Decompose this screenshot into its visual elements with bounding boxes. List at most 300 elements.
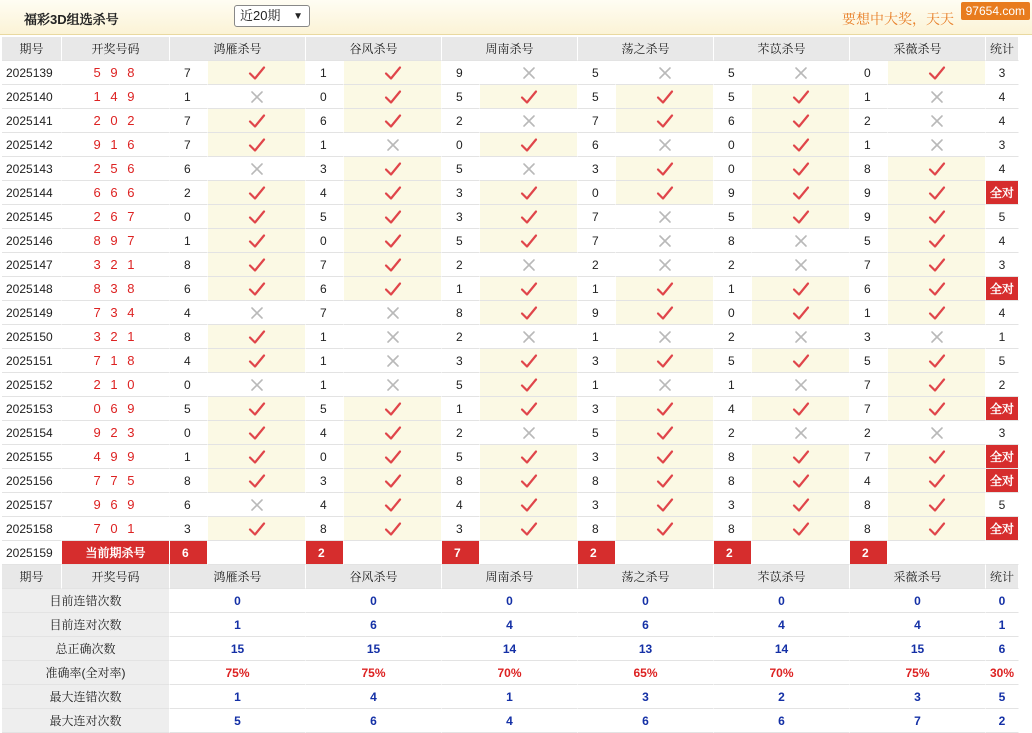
slogan-text: 要想中大奖，天天 — [842, 11, 954, 27]
current-kill-label: 当前期杀号 — [62, 541, 170, 565]
check-icon — [616, 445, 714, 469]
check-icon — [616, 181, 714, 205]
cross-icon — [616, 229, 714, 253]
kill-number-cell: 2 — [578, 253, 616, 277]
table-row — [2, 517, 1019, 541]
check-icon — [344, 157, 442, 181]
cross-icon — [616, 133, 714, 157]
kill-number-cell: 1 — [578, 277, 616, 301]
kill-number-cell: 3 — [578, 349, 616, 373]
kill-number-cell: 7 — [306, 253, 344, 277]
hit-count-cell: 3 — [986, 253, 1019, 277]
kill-number-cell: 8 — [714, 229, 752, 253]
kill-number-cell: 7 — [578, 229, 616, 253]
table-row — [2, 277, 1019, 301]
cross-icon — [616, 61, 714, 85]
kill-number-cell: 8 — [714, 445, 752, 469]
empty-cell — [208, 541, 306, 565]
kill-number-cell: 0 — [442, 133, 480, 157]
kill-number-cell: 2 — [442, 421, 480, 445]
check-icon — [480, 277, 578, 301]
kill-number-cell: 0 — [714, 133, 752, 157]
period-cell: 2025151 — [2, 349, 62, 373]
kill-number-cell: 5 — [714, 205, 752, 229]
check-icon — [208, 229, 306, 253]
kill-number-cell: 5 — [714, 85, 752, 109]
kill-number-cell: 7 — [850, 397, 888, 421]
stats-value: 70% — [442, 661, 578, 685]
check-icon — [616, 349, 714, 373]
check-icon — [208, 277, 306, 301]
draw-number-cell: 6 6 6 — [62, 181, 170, 205]
hit-count-cell: 4 — [986, 157, 1019, 181]
kill-number-cell: 1 — [442, 277, 480, 301]
check-icon — [344, 517, 442, 541]
check-icon — [616, 421, 714, 445]
check-icon — [344, 109, 442, 133]
hit-count-cell: 4 — [986, 109, 1019, 133]
check-icon — [480, 373, 578, 397]
check-icon — [888, 397, 986, 421]
check-icon — [752, 157, 850, 181]
kill-number-cell: 1 — [306, 133, 344, 157]
cross-icon — [616, 373, 714, 397]
hit-count-cell: 4 — [986, 85, 1019, 109]
kill-number-cell: 8 — [442, 469, 480, 493]
check-icon — [344, 469, 442, 493]
check-icon — [480, 349, 578, 373]
check-icon — [480, 397, 578, 421]
kill-number-cell: 1 — [578, 325, 616, 349]
kill-number-cell: 1 — [578, 373, 616, 397]
table-row — [2, 61, 1019, 85]
hit-count-cell: 3 — [986, 61, 1019, 85]
current-kill-number: 2 — [306, 541, 344, 565]
kill-number-cell: 4 — [170, 301, 208, 325]
check-icon — [344, 61, 442, 85]
check-icon — [752, 517, 850, 541]
draw-number-cell: 2 5 6 — [62, 157, 170, 181]
period-cell: 2025158 — [2, 517, 62, 541]
table-row — [2, 301, 1019, 325]
check-icon — [480, 469, 578, 493]
kill-number-cell: 0 — [170, 205, 208, 229]
kill-number-cell: 5 — [442, 157, 480, 181]
kill-number-cell: 8 — [714, 517, 752, 541]
check-icon — [480, 229, 578, 253]
all-correct-badge: 全对 — [986, 517, 1018, 540]
check-icon — [888, 277, 986, 301]
check-icon — [888, 517, 986, 541]
cross-icon — [616, 325, 714, 349]
stats-total: 6 — [986, 637, 1019, 661]
hit-count-cell: 3 — [986, 133, 1019, 157]
check-icon — [888, 493, 986, 517]
hit-count-cell — [986, 397, 1019, 421]
draw-number-cell: 7 0 1 — [62, 517, 170, 541]
check-icon — [752, 493, 850, 517]
stats-value: 4 — [306, 685, 442, 709]
kill-number-cell: 6 — [306, 109, 344, 133]
check-icon — [480, 493, 578, 517]
bottom-header-row — [2, 565, 1019, 589]
draw-number-cell: 9 6 9 — [62, 493, 170, 517]
check-icon — [208, 253, 306, 277]
kill-number-cell: 5 — [442, 445, 480, 469]
stats-value: 1 — [170, 613, 306, 637]
kill-number-cell: 9 — [850, 205, 888, 229]
cross-icon — [752, 421, 850, 445]
cross-icon — [480, 253, 578, 277]
col-stats-header: 统计 — [986, 565, 1019, 589]
kill-number-cell: 7 — [170, 61, 208, 85]
hit-count-cell: 5 — [986, 493, 1019, 517]
stats-row — [2, 661, 1019, 685]
check-icon — [480, 517, 578, 541]
kill-number-cell: 9 — [850, 181, 888, 205]
kill-number-cell: 3 — [170, 517, 208, 541]
cross-icon — [616, 205, 714, 229]
period-cell: 2025148 — [2, 277, 62, 301]
period-cell: 2025152 — [2, 373, 62, 397]
check-icon — [208, 517, 306, 541]
kill-number-cell: 2 — [714, 253, 752, 277]
kill-number-cell: 8 — [306, 517, 344, 541]
kill-number-cell: 3 — [578, 157, 616, 181]
kill-number-cell: 3 — [306, 469, 344, 493]
check-icon — [752, 85, 850, 109]
hit-count-cell — [986, 181, 1019, 205]
current-kill-number: 2 — [578, 541, 616, 565]
kill-number-cell: 2 — [714, 421, 752, 445]
stats-value: 4 — [442, 709, 578, 733]
draw-number-cell: 2 0 2 — [62, 109, 170, 133]
check-icon — [344, 493, 442, 517]
cross-icon — [752, 229, 850, 253]
cross-icon — [480, 109, 578, 133]
draw-number-cell: 7 1 8 — [62, 349, 170, 373]
cross-icon — [480, 325, 578, 349]
stats-total: 2 — [986, 709, 1019, 733]
cross-icon — [752, 325, 850, 349]
kill-number-cell: 8 — [850, 157, 888, 181]
period-range-select[interactable] — [234, 5, 310, 27]
check-icon — [208, 205, 306, 229]
stats-value: 1 — [442, 685, 578, 709]
kill-number-cell: 3 — [578, 445, 616, 469]
kill-number-cell: 5 — [714, 349, 752, 373]
stats-total: 1 — [986, 613, 1019, 637]
check-icon — [208, 325, 306, 349]
kill-number-cell: 1 — [714, 373, 752, 397]
kill-number-cell: 3 — [306, 157, 344, 181]
kill-number-cell: 1 — [306, 61, 344, 85]
kill-number-cell: 5 — [850, 349, 888, 373]
kill-number-cell: 8 — [850, 517, 888, 541]
cross-icon — [208, 301, 306, 325]
stats-value: 4 — [850, 613, 986, 637]
kill-number-cell: 1 — [170, 85, 208, 109]
empty-cell — [480, 541, 578, 565]
page-title: 福彩3D组选杀号 — [24, 12, 119, 27]
stats-value: 13 — [578, 637, 714, 661]
hit-count-cell: 4 — [986, 301, 1019, 325]
period-cell: 2025153 — [2, 397, 62, 421]
cross-icon — [344, 301, 442, 325]
check-icon — [752, 277, 850, 301]
kill-number-cell: 8 — [578, 469, 616, 493]
check-icon — [344, 229, 442, 253]
check-icon — [344, 277, 442, 301]
check-icon — [616, 109, 714, 133]
kill-number-cell: 1 — [850, 85, 888, 109]
kill-number-cell: 5 — [578, 85, 616, 109]
draw-number-cell: 3 2 1 — [62, 253, 170, 277]
stats-value: 0 — [442, 589, 578, 613]
cross-icon — [344, 133, 442, 157]
kill-number-cell: 8 — [170, 253, 208, 277]
hit-count-cell — [986, 277, 1019, 301]
stats-value: 14 — [442, 637, 578, 661]
kill-number-cell: 5 — [442, 85, 480, 109]
current-kill-number: 7 — [442, 541, 480, 565]
cross-icon — [752, 253, 850, 277]
kill-number-cell: 3 — [442, 205, 480, 229]
empty-cell — [986, 541, 1019, 565]
empty-cell — [616, 541, 714, 565]
kill-number-cell: 2 — [170, 181, 208, 205]
kill-number-cell: 0 — [170, 373, 208, 397]
stats-label: 目前连对次数 — [2, 613, 170, 637]
cross-icon — [344, 325, 442, 349]
stats-total: 5 — [986, 685, 1019, 709]
stats-value: 6 — [714, 709, 850, 733]
check-icon — [616, 469, 714, 493]
kill-number-cell: 4 — [170, 349, 208, 373]
col-expert-header-3: 荡之杀号 — [578, 565, 714, 589]
stats-value: 0 — [850, 589, 986, 613]
stats-value: 1 — [170, 685, 306, 709]
kill-number-cell: 2 — [442, 253, 480, 277]
kill-number-cell: 1 — [850, 133, 888, 157]
kill-number-cell: 1 — [170, 445, 208, 469]
cross-icon — [752, 373, 850, 397]
check-icon — [344, 85, 442, 109]
stats-value: 15 — [306, 637, 442, 661]
stats-value: 6 — [578, 613, 714, 637]
cross-icon — [888, 421, 986, 445]
cross-icon — [888, 325, 986, 349]
check-icon — [616, 85, 714, 109]
stats-value: 0 — [714, 589, 850, 613]
period-cell: 2025155 — [2, 445, 62, 469]
draw-number-cell: 2 6 7 — [62, 205, 170, 229]
period-cell: 2025149 — [2, 301, 62, 325]
all-correct-badge: 全对 — [986, 469, 1018, 492]
kill-number-cell: 9 — [442, 61, 480, 85]
period-cell: 2025147 — [2, 253, 62, 277]
site-watermark: 97654.com — [961, 2, 1030, 20]
cross-icon — [344, 349, 442, 373]
cross-icon — [888, 85, 986, 109]
table-row — [2, 493, 1019, 517]
draw-number-cell: 4 9 9 — [62, 445, 170, 469]
kill-number-cell: 8 — [170, 469, 208, 493]
check-icon — [616, 277, 714, 301]
kill-number-cell: 0 — [850, 61, 888, 85]
draw-number-cell: 0 6 9 — [62, 397, 170, 421]
check-icon — [752, 445, 850, 469]
table-row — [2, 325, 1019, 349]
kill-number-cell: 3 — [442, 349, 480, 373]
kill-number-cell: 0 — [714, 157, 752, 181]
kill-number-cell: 0 — [170, 421, 208, 445]
current-kill-number: 6 — [170, 541, 208, 565]
period-range-value: 近20期 — [240, 8, 281, 23]
kill-number-cell: 4 — [306, 493, 344, 517]
table-row — [2, 421, 1019, 445]
check-icon — [208, 349, 306, 373]
cross-icon — [208, 157, 306, 181]
kill-number-cell: 0 — [714, 301, 752, 325]
empty-cell — [344, 541, 442, 565]
kill-number-cell: 8 — [578, 517, 616, 541]
draw-number-cell: 7 7 5 — [62, 469, 170, 493]
check-icon — [480, 445, 578, 469]
cross-icon — [616, 253, 714, 277]
table-row — [2, 349, 1019, 373]
period-cell: 2025150 — [2, 325, 62, 349]
stats-label: 最大连对次数 — [2, 709, 170, 733]
kill-number-cell: 8 — [714, 469, 752, 493]
hit-count-cell — [986, 469, 1019, 493]
check-icon — [888, 229, 986, 253]
kill-number-cell: 5 — [850, 229, 888, 253]
kill-number-cell: 1 — [442, 397, 480, 421]
col-stats-header: 统计 — [986, 37, 1019, 61]
stats-value: 4 — [714, 613, 850, 637]
kill-number-cell: 9 — [714, 181, 752, 205]
cross-icon — [208, 373, 306, 397]
top-bar — [0, 0, 1032, 35]
period-cell: 2025156 — [2, 469, 62, 493]
kill-number-cell: 7 — [578, 109, 616, 133]
stats-row — [2, 709, 1019, 733]
all-correct-badge: 全对 — [986, 277, 1018, 300]
check-icon — [344, 421, 442, 445]
table-row — [2, 109, 1019, 133]
period-cell: 2025144 — [2, 181, 62, 205]
table-row — [2, 229, 1019, 253]
table-row — [2, 445, 1019, 469]
kill-number-cell: 2 — [850, 109, 888, 133]
draw-number-cell: 7 3 4 — [62, 301, 170, 325]
kill-number-cell: 4 — [306, 181, 344, 205]
period-cell: 2025139 — [2, 61, 62, 85]
kill-number-cell: 7 — [578, 205, 616, 229]
check-icon — [888, 469, 986, 493]
hit-count-cell: 2 — [986, 373, 1019, 397]
col-expert-header-3: 荡之杀号 — [578, 37, 714, 61]
cross-icon — [480, 157, 578, 181]
check-icon — [752, 301, 850, 325]
hit-count-cell: 1 — [986, 325, 1019, 349]
stats-value: 3 — [850, 685, 986, 709]
stats-value: 6 — [306, 613, 442, 637]
check-icon — [480, 133, 578, 157]
stats-row — [2, 613, 1019, 637]
kill-number-cell: 7 — [170, 109, 208, 133]
kill-number-cell: 5 — [442, 229, 480, 253]
stats-value: 7 — [850, 709, 986, 733]
period-cell: 2025140 — [2, 85, 62, 109]
stats-value: 2 — [714, 685, 850, 709]
current-period-cell: 2025159 — [2, 541, 62, 565]
stats-value: 0 — [306, 589, 442, 613]
period-cell: 2025145 — [2, 205, 62, 229]
draw-number-cell: 8 9 7 — [62, 229, 170, 253]
kill-number-cell: 7 — [170, 133, 208, 157]
check-icon — [616, 157, 714, 181]
table-row — [2, 85, 1019, 109]
col-expert-header-5: 采薇杀号 — [850, 565, 986, 589]
table-row — [2, 253, 1019, 277]
check-icon — [344, 253, 442, 277]
all-correct-badge: 全对 — [986, 181, 1018, 204]
kill-number-cell: 1 — [306, 349, 344, 373]
hit-count-cell: 3 — [986, 421, 1019, 445]
check-icon — [208, 109, 306, 133]
table-row — [2, 205, 1019, 229]
stats-row — [2, 589, 1019, 613]
kill-number-cell: 5 — [578, 61, 616, 85]
kill-number-cell: 1 — [306, 373, 344, 397]
check-icon — [888, 61, 986, 85]
check-icon — [616, 397, 714, 421]
table-row — [2, 397, 1019, 421]
stats-value: 4 — [442, 613, 578, 637]
kill-number-cell: 4 — [442, 493, 480, 517]
stats-label: 目前连错次数 — [2, 589, 170, 613]
col-expert-header-4: 芣苡杀号 — [714, 37, 850, 61]
stats-value: 75% — [850, 661, 986, 685]
kill-number-cell: 1 — [850, 301, 888, 325]
draw-number-cell: 3 2 1 — [62, 325, 170, 349]
check-icon — [888, 445, 986, 469]
col-expert-header-0: 鸿雁杀号 — [170, 565, 306, 589]
draw-number-cell: 2 1 0 — [62, 373, 170, 397]
table-row — [2, 469, 1019, 493]
col-expert-header-5: 采薇杀号 — [850, 37, 986, 61]
period-cell: 2025154 — [2, 421, 62, 445]
check-icon — [208, 469, 306, 493]
col-expert-header-1: 谷风杀号 — [306, 565, 442, 589]
stats-value: 0 — [578, 589, 714, 613]
kill-number-cell: 7 — [306, 301, 344, 325]
kill-number-cell: 5 — [442, 373, 480, 397]
top-header-row — [2, 37, 1019, 61]
check-icon — [480, 301, 578, 325]
check-icon — [616, 301, 714, 325]
stats-value: 75% — [306, 661, 442, 685]
draw-number-cell: 5 9 8 — [62, 61, 170, 85]
period-cell: 2025141 — [2, 109, 62, 133]
kill-number-cell: 8 — [170, 325, 208, 349]
draw-number-cell: 1 4 9 — [62, 85, 170, 109]
kill-number-cell: 0 — [306, 85, 344, 109]
kill-number-cell: 2 — [442, 109, 480, 133]
kill-number-cell: 7 — [850, 445, 888, 469]
